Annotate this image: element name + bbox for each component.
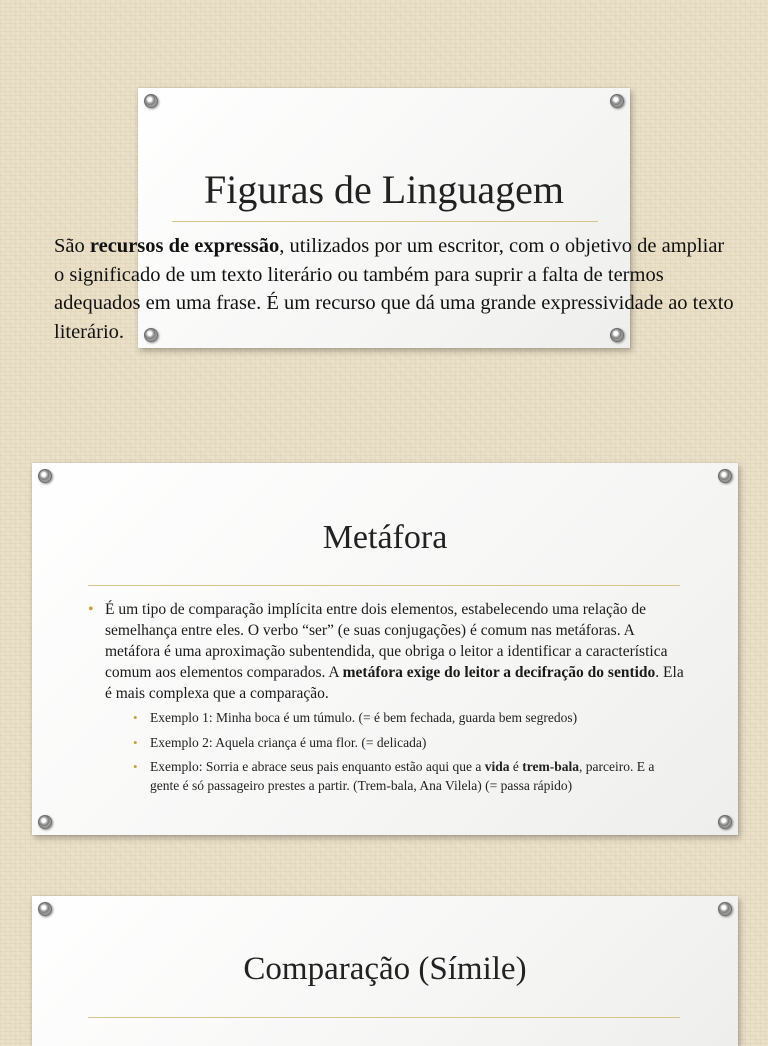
pushpin-icon xyxy=(38,469,52,483)
bullet-icon: • xyxy=(88,601,94,618)
pushpin-icon xyxy=(718,902,732,916)
pushpin-icon xyxy=(144,94,158,108)
bullet-bold-text: metáfora exige do leitor a decifração do sentido xyxy=(342,664,656,681)
pushpin-icon xyxy=(718,815,732,829)
bullet-icon: • xyxy=(133,759,138,774)
bullet-text: É um tipo de comparação implícita entre dois elementos, estabelecendo uma relação de semelhança entre eles. O verbo “ser” (e suas conjugações) é comum nas metáforas. xyxy=(105,601,646,639)
example-text: é xyxy=(509,759,523,774)
list-item xyxy=(88,599,686,795)
slide-title: Figuras de Linguagem xyxy=(204,167,564,212)
pushpin-icon xyxy=(718,469,732,483)
example-item xyxy=(105,734,686,753)
bullet-icon: • xyxy=(133,734,138,750)
bullet-text: . Ela é mais complexa que a comparação. xyxy=(105,664,684,702)
title-divider xyxy=(88,1017,680,1018)
pushpin-icon xyxy=(38,902,52,916)
example-text: Exemplo: Sorria e abrace seus pais enquanto estão aqui que a xyxy=(150,759,485,774)
intro-text: , utilizados por um escritor, com o objetivo de ampliar o significado de um texto literário ou também para suprir a falta de termos adequados em uma frase. É um recurso que dá uma grande expressividade ao texto literário. xyxy=(54,235,734,343)
title-divider xyxy=(172,221,598,222)
bullet-list xyxy=(88,599,686,801)
title-divider xyxy=(88,585,680,586)
bullet-icon: • xyxy=(133,710,138,725)
example-item xyxy=(105,709,686,728)
slide-title: Metáfora xyxy=(322,519,448,556)
example-bold-text: vida xyxy=(484,759,510,774)
slide-title: Comparação (Símile) xyxy=(243,951,527,987)
example-text: , parceiro. E a gente é só passageiro prestes a partir. (Trem-bala, Ana Vilela) (= passa rápido) xyxy=(150,759,655,793)
bullet-text: A metáfora é uma aproximação subentendida, que obriga o leitor a identificar a característica comum aos elementos comparados. A xyxy=(105,622,668,681)
pushpin-icon xyxy=(38,815,52,829)
intro-bold-text: recursos de expressão xyxy=(89,235,280,257)
example-list xyxy=(105,709,686,795)
example-bold-text: trem-bala xyxy=(522,759,580,774)
pushpin-icon xyxy=(610,94,624,108)
intro-text: São xyxy=(54,235,90,257)
example-text: Exemplo 2: Aquela criança é uma flor. (= delicada) xyxy=(150,734,427,750)
slide-card-metafora xyxy=(32,463,738,835)
example-text: Exemplo 1: Minha boca é um túmulo. (= é bem fechada, guarda bem segredos) xyxy=(150,710,578,725)
intro-paragraph xyxy=(54,232,734,346)
example-item xyxy=(105,758,686,795)
